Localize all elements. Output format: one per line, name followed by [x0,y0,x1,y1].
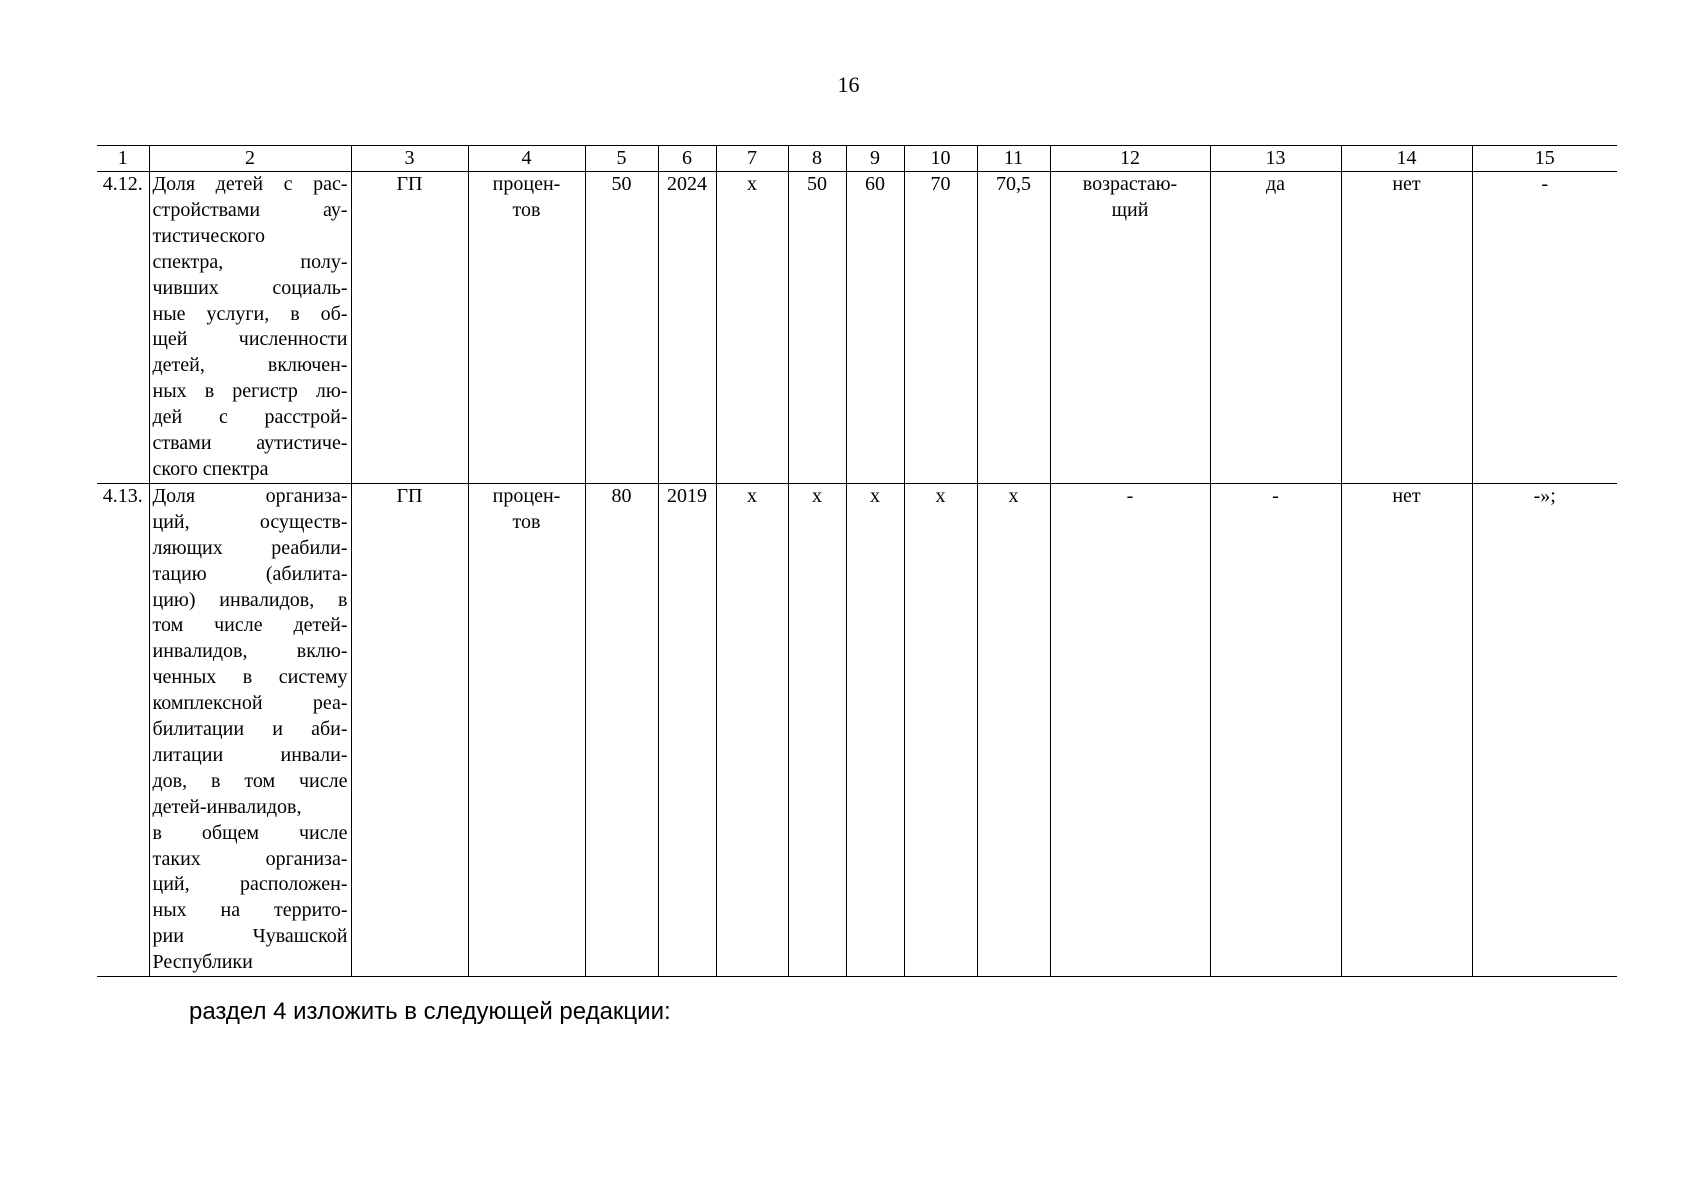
column-header: 7 [716,146,788,172]
value-col-8: х [788,483,846,976]
indicator-name-line: тацию (абилита- [152,562,348,585]
column-header: 15 [1472,146,1617,172]
indicator-name-line: таких организа- [152,847,348,870]
value-col-15: -»; [1472,483,1617,976]
indicator-name-line: ляющих реабили- [152,536,348,559]
column-header: 4 [468,146,585,172]
indicator-name-line: ствами аутистиче- [152,432,348,455]
base-value: 50 [585,172,658,484]
program-type: ГП [351,483,468,976]
table-header-row [97,146,1617,172]
column-header: 9 [846,146,904,172]
indicator-name-line: дей с расстрой- [152,406,348,429]
trend-line: возрастаю- [1082,173,1178,195]
indicator-name-line: билитации и аби- [152,718,348,741]
indicator-name-line: инвалидов, вклю- [152,640,348,663]
indicator-name-line: детей-инвалидов, [152,795,302,818]
trend-line: щий [1111,198,1149,221]
column-header: 8 [788,146,846,172]
indicators-table [97,145,1617,977]
column-header: 14 [1341,146,1472,172]
indicator-name-line: цию) инвалидов, в [152,588,348,611]
column-header: 1 [97,146,149,172]
indicator-name-line: комплексной реа- [152,692,348,715]
indicator-name-line: том числе детей- [152,614,348,637]
value-col-11: х [977,483,1050,976]
column-header: 11 [977,146,1050,172]
indicator-name-line: Доля детей с рас- [152,173,348,195]
row-number: 4.13. [97,483,149,976]
table-row [97,483,1617,976]
column-header: 2 [149,146,351,172]
indicator-name-line: рии Чувашской [152,925,348,948]
table-row [97,172,1617,484]
indicator-name-line: чивших социаль- [152,276,348,299]
unit [468,172,585,484]
value-col-11: 70,5 [977,172,1050,484]
unit-line: тов [512,510,541,533]
unit-line: тов [512,198,541,221]
indicator-name-line: спектра, полу- [152,250,348,273]
value-col-14: нет [1341,483,1472,976]
column-header: 12 [1050,146,1210,172]
value-col-7: х [716,172,788,484]
indicator-name-line: Республики [152,951,253,974]
unit [468,483,585,976]
base-year: 2019 [658,483,716,976]
value-col-15: - [1472,172,1617,484]
column-header: 10 [904,146,977,172]
column-header: 3 [351,146,468,172]
column-header: 13 [1210,146,1341,172]
indicator-name [149,172,351,484]
indicator-name-line: ций, расположен- [152,873,348,896]
base-value: 80 [585,483,658,976]
trend [1050,172,1210,484]
indicator-name [149,483,351,976]
value-col-10: 70 [904,172,977,484]
indicator-name-line: стройствами ау- [152,198,348,221]
trend [1050,483,1210,976]
column-header: 6 [658,146,716,172]
value-col-9: х [846,483,904,976]
indicator-name-line: дов, в том числе [152,769,348,792]
unit-line: процен- [492,173,561,195]
value-col-10: х [904,483,977,976]
indicator-name-line: ные услуги, в об- [152,302,348,325]
row-number: 4.12. [97,172,149,484]
page-number: 16 [837,72,860,97]
value-col-14: нет [1341,172,1472,484]
indicator-name-line: литации инвали- [152,743,348,766]
indicator-name-line: ского спектра [152,457,269,480]
program-type: ГП [351,172,468,484]
base-year: 2024 [658,172,716,484]
value-col-13: да [1210,172,1341,484]
indicator-name-line: ций, осуществ- [152,510,348,533]
indicator-name-line: ных в регистр лю- [152,380,348,403]
value-col-9: 60 [846,172,904,484]
value-col-13: - [1210,483,1341,976]
column-header: 5 [585,146,658,172]
indicator-name-line: щей численности [152,328,348,351]
unit-line: процен- [492,484,561,507]
indicator-name-line: в общем числе [152,821,348,844]
indicator-name-line: ных на террито- [152,899,348,922]
indicator-name-line: тистического [152,224,265,247]
value-col-8: 50 [788,172,846,484]
footer-instruction: раздел 4 изложить в следующей редакции: [189,998,671,1025]
value-col-7: х [716,483,788,976]
indicator-name-line: детей, включен- [152,354,348,377]
indicator-name-line: Доля организа- [152,484,348,507]
indicator-name-line: ченных в систему [152,666,348,689]
trend-line: - [1126,484,1134,507]
